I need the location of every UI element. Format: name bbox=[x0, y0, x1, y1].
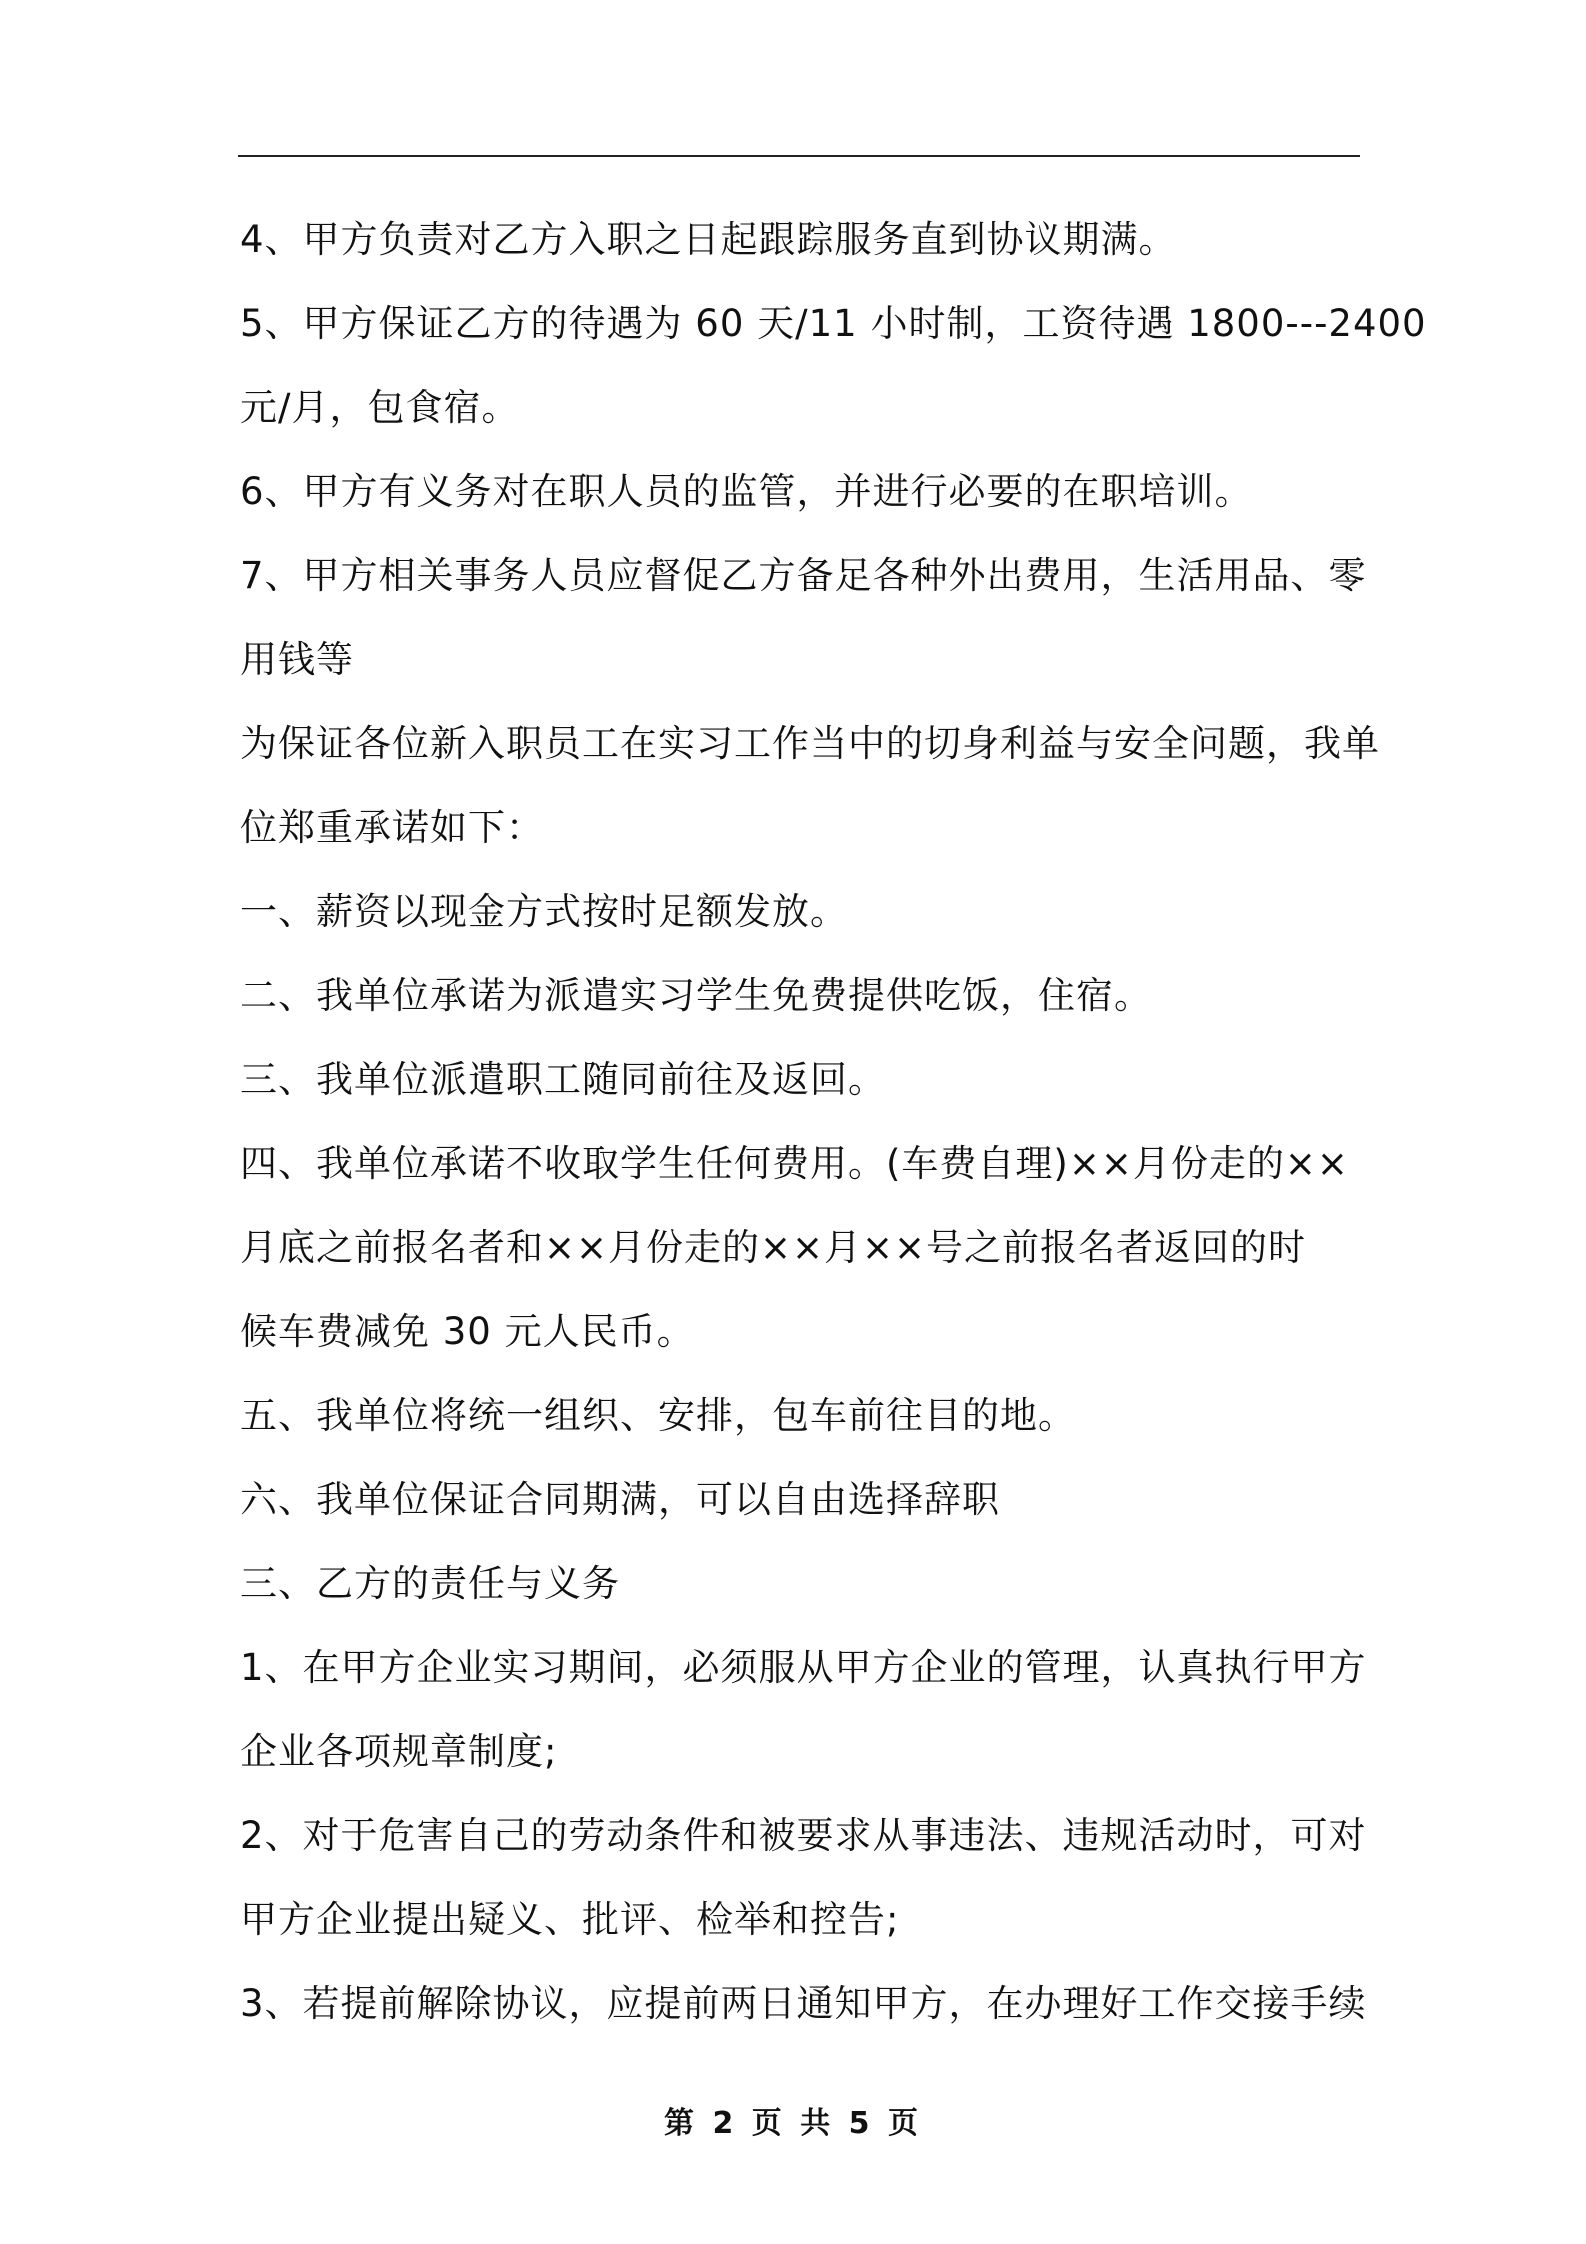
section-heading: 三、乙方的责任与义务 bbox=[240, 1562, 620, 1605]
text-line: 企业各项规章制度; bbox=[240, 1730, 558, 1773]
text-line: 五、我单位将统一组织、安排，包车前往目的地。 bbox=[240, 1394, 1076, 1437]
text-line: 7、甲方相关事务人员应督促乙方备足各种外出费用，生活用品、零 bbox=[240, 554, 1367, 597]
text-line: 位郑重承诺如下： bbox=[240, 806, 544, 849]
text-line: 候车费减免 30 元人民币。 bbox=[240, 1310, 695, 1353]
text-line: 为保证各位新入职员工在实习工作当中的切身利益与安全问题，我单 bbox=[240, 722, 1380, 765]
text-line: 6、甲方有义务对在职人员的监管，并进行必要的在职培训。 bbox=[240, 470, 1253, 513]
document-body bbox=[240, 198, 1427, 2046]
text-line: 2、对于危害自己的劳动条件和被要求从事违法、违规活动时，可对 bbox=[240, 1814, 1367, 1857]
text-line: 一、薪资以现金方式按时足额发放。 bbox=[240, 890, 848, 933]
page-number-footer: 第 2 页 共 5 页 bbox=[664, 2106, 922, 2141]
text-line: 月底之前报名者和××月份走的××月××号之前报名者返回的时 bbox=[240, 1226, 1307, 1269]
text-line: 甲方企业提出疑义、批评、检举和控告; bbox=[240, 1898, 900, 1941]
text-line: 用钱等 bbox=[240, 638, 354, 681]
text-line: 二、我单位承诺为派遣实习学生免费提供吃饭，住宿。 bbox=[240, 974, 1152, 1017]
text-line: 1、在甲方企业实习期间，必须服从甲方企业的管理，认真执行甲方 bbox=[240, 1646, 1367, 1689]
text-line: 三、我单位派遣职工随同前往及返回。 bbox=[240, 1058, 886, 1101]
text-line: 六、我单位保证合同期满，可以自由选择辞职 bbox=[240, 1478, 1000, 1521]
text-line: 4、甲方负责对乙方入职之日起跟踪服务直到协议期满。 bbox=[240, 218, 1177, 261]
header-rule bbox=[238, 155, 1360, 157]
text-line: 元/月，包食宿。 bbox=[240, 386, 520, 429]
text-line: 5、甲方保证乙方的待遇为 60 天/11 小时制，工资待遇 1800---2400 bbox=[240, 302, 1427, 345]
text-line: 四、我单位承诺不收取学生任何费用。(车费自理)××月份走的×× bbox=[240, 1142, 1349, 1185]
text-line: 3、若提前解除协议，应提前两日通知甲方，在办理好工作交接手续 bbox=[240, 1982, 1367, 2025]
